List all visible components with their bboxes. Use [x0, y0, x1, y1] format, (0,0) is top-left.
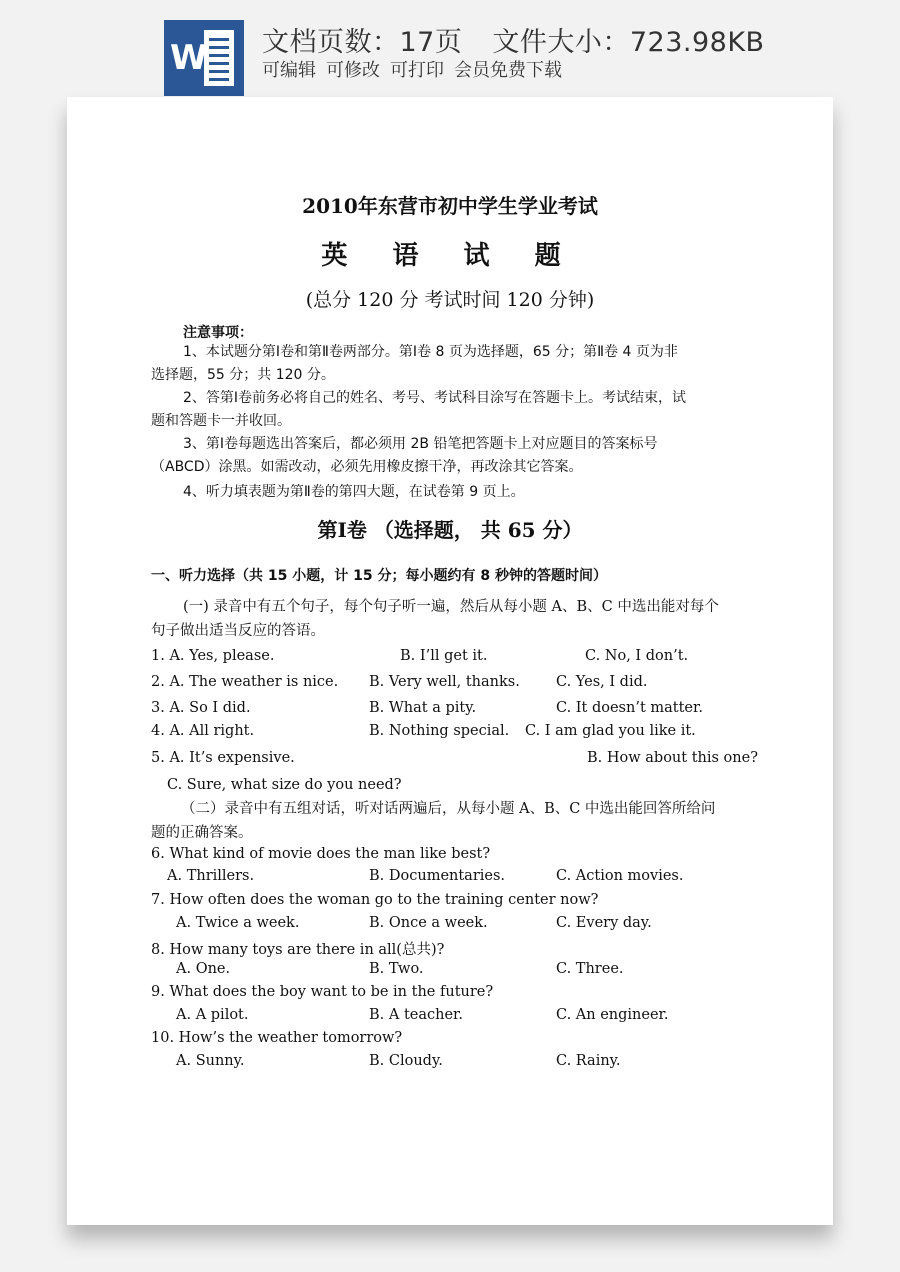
- exam-subject: 英 语 试 题: [321, 241, 579, 271]
- download-banner: [0, 0, 900, 100]
- file-meta: [262, 20, 765, 59]
- note-2-line-1: 2、答第Ⅰ卷前务必将自己的姓名、考号、考试科目涂写在答题卡上。考试结束，试: [183, 390, 687, 406]
- q5-option-b: B. How about this one?: [587, 750, 758, 766]
- word-letter: W: [170, 38, 208, 78]
- q4-option-b: B. Nothing special.: [369, 723, 510, 739]
- q10-option-c: C. Rainy.: [556, 1053, 621, 1069]
- q4-option-c: C. I am glad you like it.: [525, 723, 696, 739]
- q10-question: 10. How’s the weather tomorrow?: [151, 1030, 403, 1046]
- q6-option-b: B. Documentaries.: [369, 868, 506, 884]
- sub-part-1-line-2: 句子做出适当反应的答语。: [151, 623, 325, 639]
- score-and-time: (总分 120 分 考试时间 120 分钟): [305, 289, 595, 311]
- q1-option-c: C. No, I don’t.: [585, 648, 689, 664]
- q6-question: 6. What kind of movie does the man like best?: [151, 846, 491, 862]
- q8-option-c: C. Three.: [556, 961, 624, 977]
- q7-question: 7. How often does the woman go to the training center now?: [151, 892, 599, 908]
- note-1-line-1: 1、本试题分第Ⅰ卷和第Ⅱ卷两部分。第Ⅰ卷 8 页为选择题，65 分；第Ⅱ卷 4 页为非: [183, 344, 678, 360]
- q7-option-c: C. Every day.: [556, 915, 652, 931]
- file-size: 文件大小：723.98KB: [492, 27, 765, 58]
- feature-free-download: 会员免费下载: [454, 60, 562, 81]
- q9-option-c: C. An engineer.: [556, 1007, 669, 1023]
- q5-option-c: C. Sure, what size do you need?: [167, 777, 402, 793]
- q10-option-a: A. Sunny.: [176, 1053, 245, 1069]
- q3-option-a: 3. A. So I did.: [151, 700, 251, 716]
- q8-option-b: B. Two.: [369, 961, 424, 977]
- notice-heading: 注意事项：: [183, 325, 253, 341]
- q3-option-b: B. What a pity.: [369, 700, 477, 716]
- note-3-line-2: （ABCD）涂黑。如需改动，必须先用橡皮擦干净，再改涂其它答案。: [151, 459, 583, 475]
- word-document-icon: [164, 20, 244, 96]
- q10-option-b: B. Cloudy.: [369, 1053, 443, 1069]
- q7-option-b: B. Once a week.: [369, 915, 488, 931]
- q8-option-a: A. One.: [176, 961, 231, 977]
- note-3-line-1: 3、第Ⅰ卷每题选出答案后，都必须用 2B 铅笔把答题卡上对应题目的答案标号: [183, 436, 658, 452]
- document-page: [67, 97, 833, 1225]
- note-2-line-2: 题和答题卡一并收回。: [151, 413, 291, 429]
- q2-option-b: B. Very well, thanks.: [369, 674, 520, 690]
- feature-modifiable: 可修改: [326, 60, 380, 81]
- q9-question: 9. What does the boy want to be in the future?: [151, 984, 494, 1000]
- sub-part-1-line-1: (一) 录音中有五个句子，每个句子听一遍，然后从每小题 A、B、C 中选出能对每个: [183, 599, 719, 615]
- q1-option-a: 1. A. Yes, please.: [151, 648, 275, 664]
- page-count: 文档页数：17页: [262, 27, 463, 58]
- q3-option-c: C. It doesn’t matter.: [556, 700, 703, 716]
- q4-option-a: 4. A. All right.: [151, 723, 255, 739]
- q8-question: 8. How many toys are there in all(总共)?: [151, 942, 445, 958]
- feature-editable: 可编辑: [262, 60, 316, 81]
- q9-option-a: A. A pilot.: [176, 1007, 249, 1023]
- q6-option-c: C. Action movies.: [556, 868, 684, 884]
- sub-part-2-line-1: （二）录音中有五组对话，听对话两遍后，从每小题 A、B、C 中选出能回答所给问: [181, 801, 716, 817]
- q9-option-b: B. A teacher.: [369, 1007, 463, 1023]
- feature-list: [262, 56, 572, 82]
- exam-title: 2010年东营市初中学生学业考试: [302, 194, 598, 218]
- section-title: 第Ⅰ卷 （选择题， 共 65 分）: [317, 518, 583, 542]
- q5-option-a: 5. A. It’s expensive.: [151, 750, 295, 766]
- feature-printable: 可打印: [390, 60, 444, 81]
- part-1-title: 一、听力选择（共 15 小题，计 15 分；每小题约有 8 秒钟的答题时间）: [151, 568, 607, 584]
- q2-option-c: C. Yes, I did.: [556, 674, 648, 690]
- note-4: 4、听力填表题为第Ⅱ卷的第四大题，在试卷第 9 页上。: [183, 484, 525, 500]
- q7-option-a: A. Twice a week.: [176, 915, 300, 931]
- q2-option-a: 2. A. The weather is nice.: [151, 674, 339, 690]
- note-1-line-2: 选择题，55 分；共 120 分。: [151, 367, 335, 383]
- sub-part-2-line-2: 题的正确答案。: [151, 825, 253, 841]
- q1-option-b: B. I’ll get it.: [400, 648, 488, 664]
- q6-option-a: A. Thrillers.: [167, 868, 255, 884]
